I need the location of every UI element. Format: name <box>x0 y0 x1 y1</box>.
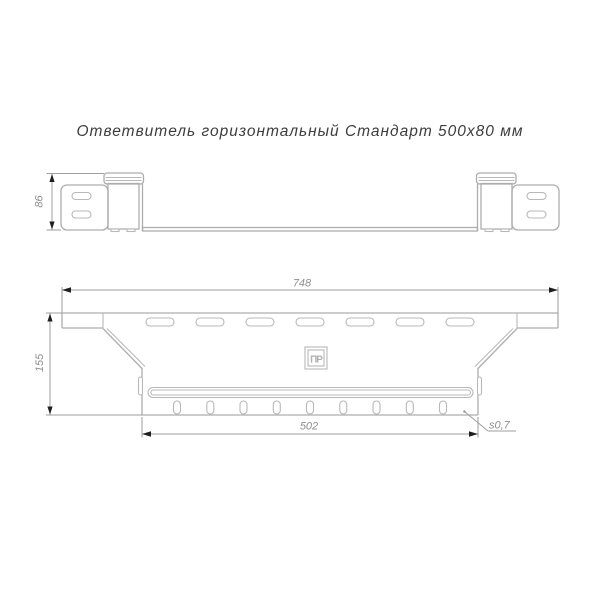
thickness-label: s0,7 <box>489 419 510 432</box>
bottom-slot <box>440 401 447 414</box>
plan-view <box>34 278 558 438</box>
thickness-callout <box>463 410 516 431</box>
right-chamfer-fold <box>475 329 513 367</box>
connector-foot <box>127 229 135 232</box>
dim-branch-opening-label: 502 <box>299 420 319 433</box>
side-tab <box>139 377 143 395</box>
connector-foot <box>111 229 119 232</box>
brand-logo <box>305 347 327 369</box>
drawing-title: Ответвитель горизонтальный Стандарт 500х80 мм <box>76 123 524 140</box>
bracket-slot <box>72 193 91 200</box>
dim-arrow-down <box>47 407 52 415</box>
dim-arrow-up <box>47 314 52 322</box>
bottom-slot <box>207 401 214 414</box>
bottom-slot <box>307 401 314 414</box>
bottom-slot <box>373 401 380 414</box>
top-slot <box>146 318 174 326</box>
top-slot <box>246 318 274 326</box>
top-slot <box>346 318 374 326</box>
bottom-slot-row <box>174 401 447 414</box>
brand-logo-text: ПР <box>310 354 322 366</box>
dim-arrow-right <box>469 431 478 436</box>
dim-arrow-up <box>49 174 54 182</box>
dim-side-height <box>34 174 105 231</box>
bottom-slot <box>174 401 181 414</box>
top-slot <box>196 318 224 326</box>
side-left-connector <box>104 173 144 232</box>
side-left-bracket <box>61 185 108 230</box>
bottom-slot <box>273 401 280 414</box>
top-slot <box>296 318 324 326</box>
bottom-slot <box>240 401 247 414</box>
top-slot <box>396 318 424 326</box>
left-chamfer-fold <box>107 329 145 367</box>
bracket-slot <box>527 193 546 200</box>
dim-arrow-left <box>142 431 151 436</box>
dim-side-height-label: 86 <box>33 195 46 208</box>
connector-foot <box>501 229 509 232</box>
bottom-slot <box>340 401 347 414</box>
connector-foot <box>485 229 493 232</box>
bottom-slot <box>406 401 413 414</box>
side-web <box>143 228 478 232</box>
side-right-connector <box>477 173 517 232</box>
side-right-bracket <box>512 185 559 230</box>
dim-overall-length-label: 748 <box>292 277 312 290</box>
side-tab <box>478 377 482 395</box>
dim-arrow-down <box>49 222 54 230</box>
side-view <box>34 173 560 232</box>
dim-branch-depth-label: 155 <box>34 353 46 373</box>
dim-arrow-left <box>62 287 71 292</box>
right-chamfer <box>478 329 517 369</box>
dim-branch-opening <box>142 417 478 438</box>
dim-arrow-right <box>549 287 558 292</box>
top-slot-row <box>146 318 474 326</box>
bracket-slot <box>72 211 91 218</box>
left-chamfer <box>103 329 142 369</box>
top-slot <box>446 318 474 326</box>
bracket-slot <box>527 211 546 218</box>
stiffening-rib <box>148 388 473 398</box>
